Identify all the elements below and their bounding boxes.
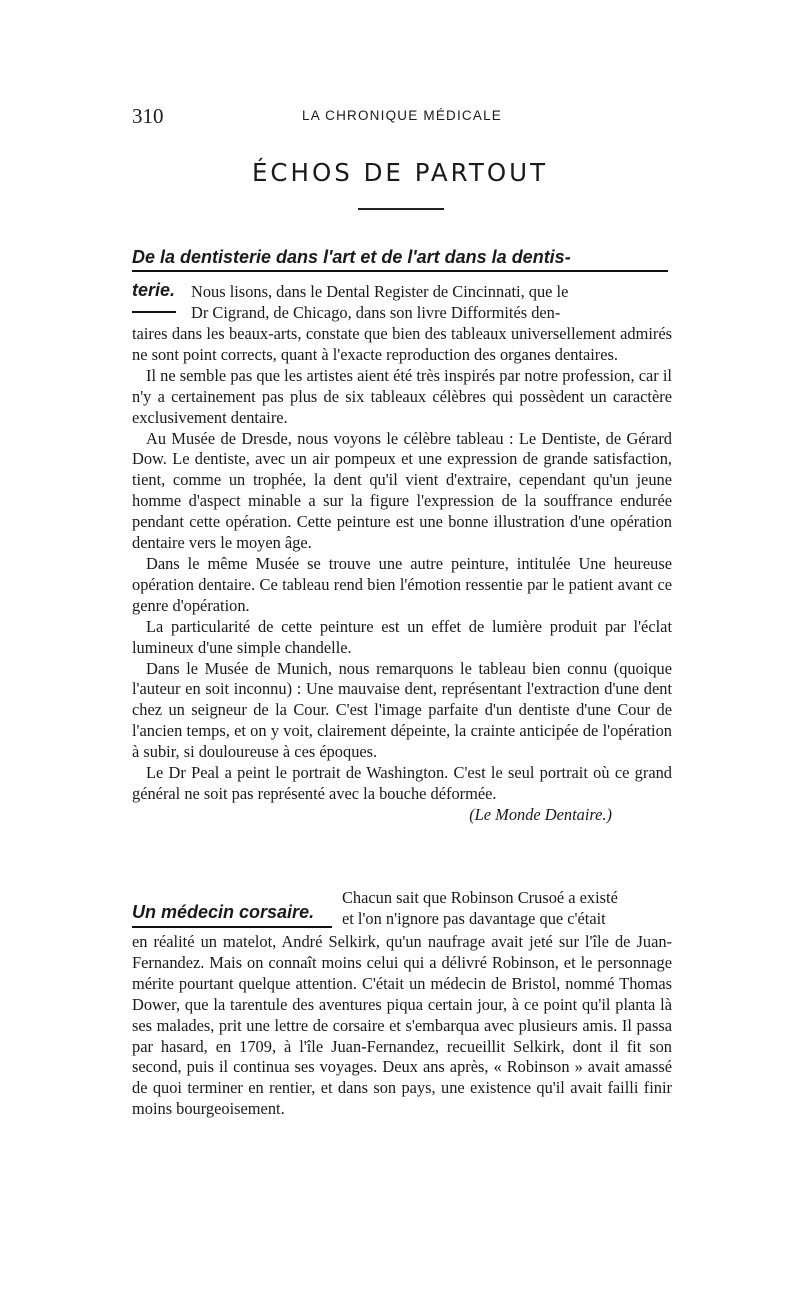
- article1-lead-1: Nous lisons, dans le Dental Register de Cincinnati, que le: [191, 282, 569, 301]
- article2-paragraph: en réalité un matelot, André Selkirk, qu'un naufrage avait jeté sur l'île de Juan-Fernandez. Mais on connaît moins celui qui a délivré Robinson, et le personnage mérite pourtant quelque attention. C'était un médecin de Bristol, nommé Thomas Dower, que la tarentule des aventures piqua certain jour, à ce point qu'il planta là ses malades, prit une lettre de corsaire et s'embarqua avec plusieurs amis. Il passa par hasard, en 1709, à l'île Juan-Fernandez, recueillit Selkirk, dont il fit son second, puis il continua ses voyages. Deux ans après, « Robinson » avait amassé de quoi terminer en rentier, et dans son pays, une existence qu'il avait failli finir moins bourgeoisement.: [132, 932, 672, 1119]
- article1-paragraph-7: Le Dr Peal a peint le portrait de Washington. C'est le seul portrait où ce grand général ne soit pas représenté avec la bouche déformée.: [132, 763, 672, 803]
- article1-heading-cont-rule: [132, 311, 176, 313]
- article2-heading: Un médecin corsaire.: [132, 902, 315, 922]
- section-title: ÉCHOS DE PARTOUT: [251, 158, 549, 187]
- article1-paragraph-1: taires dans les beaux-arts, constate que bien des tableaux universellement admirés ne sont point corrects, quant à l'exacte reproduction des organes dentaires.: [132, 324, 672, 364]
- article1-heading-cont: terie.: [132, 280, 176, 300]
- article1-paragraph-3: Au Musée de Dresde, nous voyons le célèbre tableau : Le Dentiste, de Gérard Dow. Le dentiste, avec un air pompeux et une expression de grande satisfaction, tient, comme un trophée, la dent qu'il vient d'extraire, cependant qu'un jeune homme d'aspect minable a sur la figure l'expression de la souffrance endurée pendant cette opération. Cette peinture est une bonne illustration d'une opération dentaire vers le moyen âge.: [132, 428, 672, 553]
- article2-lead-2: et l'on n'ignore pas davantage que c'était: [342, 909, 606, 928]
- article1-heading-rule: [132, 270, 668, 272]
- article2-lead-1: Chacun sait que Robinson Crusoé a existé: [342, 888, 618, 907]
- article1-heading: De la dentisterie dans l'art et de l'art dans la dentis-: [132, 247, 571, 267]
- page-number: 310: [132, 104, 164, 128]
- title-divider: [358, 208, 444, 210]
- page-header: [132, 104, 672, 130]
- article1-paragraph-4: Dans le même Musée se trouve une autre peinture, intitulée Une heureuse opération dentaire. Ce tableau rend bien l'émotion ressentie par le patient avant ce genre d'opération.: [132, 553, 672, 615]
- article1-source: (Le Monde Dentaire.): [469, 804, 612, 824]
- article2-body: [132, 932, 672, 1120]
- running-title: LA CHRONIQUE MÉDICALE: [302, 108, 502, 123]
- article1-paragraph-5: La particularité de cette peinture est un effet de lumière produit par l'éclat lumineux d'une simple chandelle.: [132, 616, 672, 657]
- article1-paragraph-6: Dans le Musée de Munich, nous remarquons le tableau bien connu (quoique l'auteur en soit inconnu) : Une mauvaise dent, représentant l'extraction d'une dent chez un seigneur de la Cour. C'est l'image parfaite d'un dentiste d'une Cour de l'ancien temps, et on y voit, clairement dépeinte, la crainte anticipée de l'opération à subir, si douloureuse à ces époques.: [132, 658, 672, 762]
- article1-body: [132, 324, 672, 826]
- article1-lead-2: Dr Cigrand, de Chicago, dans son livre Difformités den-: [191, 303, 561, 322]
- article1-paragraph-2: Il ne semble pas que les artistes aient été très inspirés par notre profession, car il n'y a certainement pas plus de six tableaux célèbres qui possèdent un caractère exclusivement dentaire.: [132, 365, 672, 427]
- article2-heading-rule: [132, 926, 332, 928]
